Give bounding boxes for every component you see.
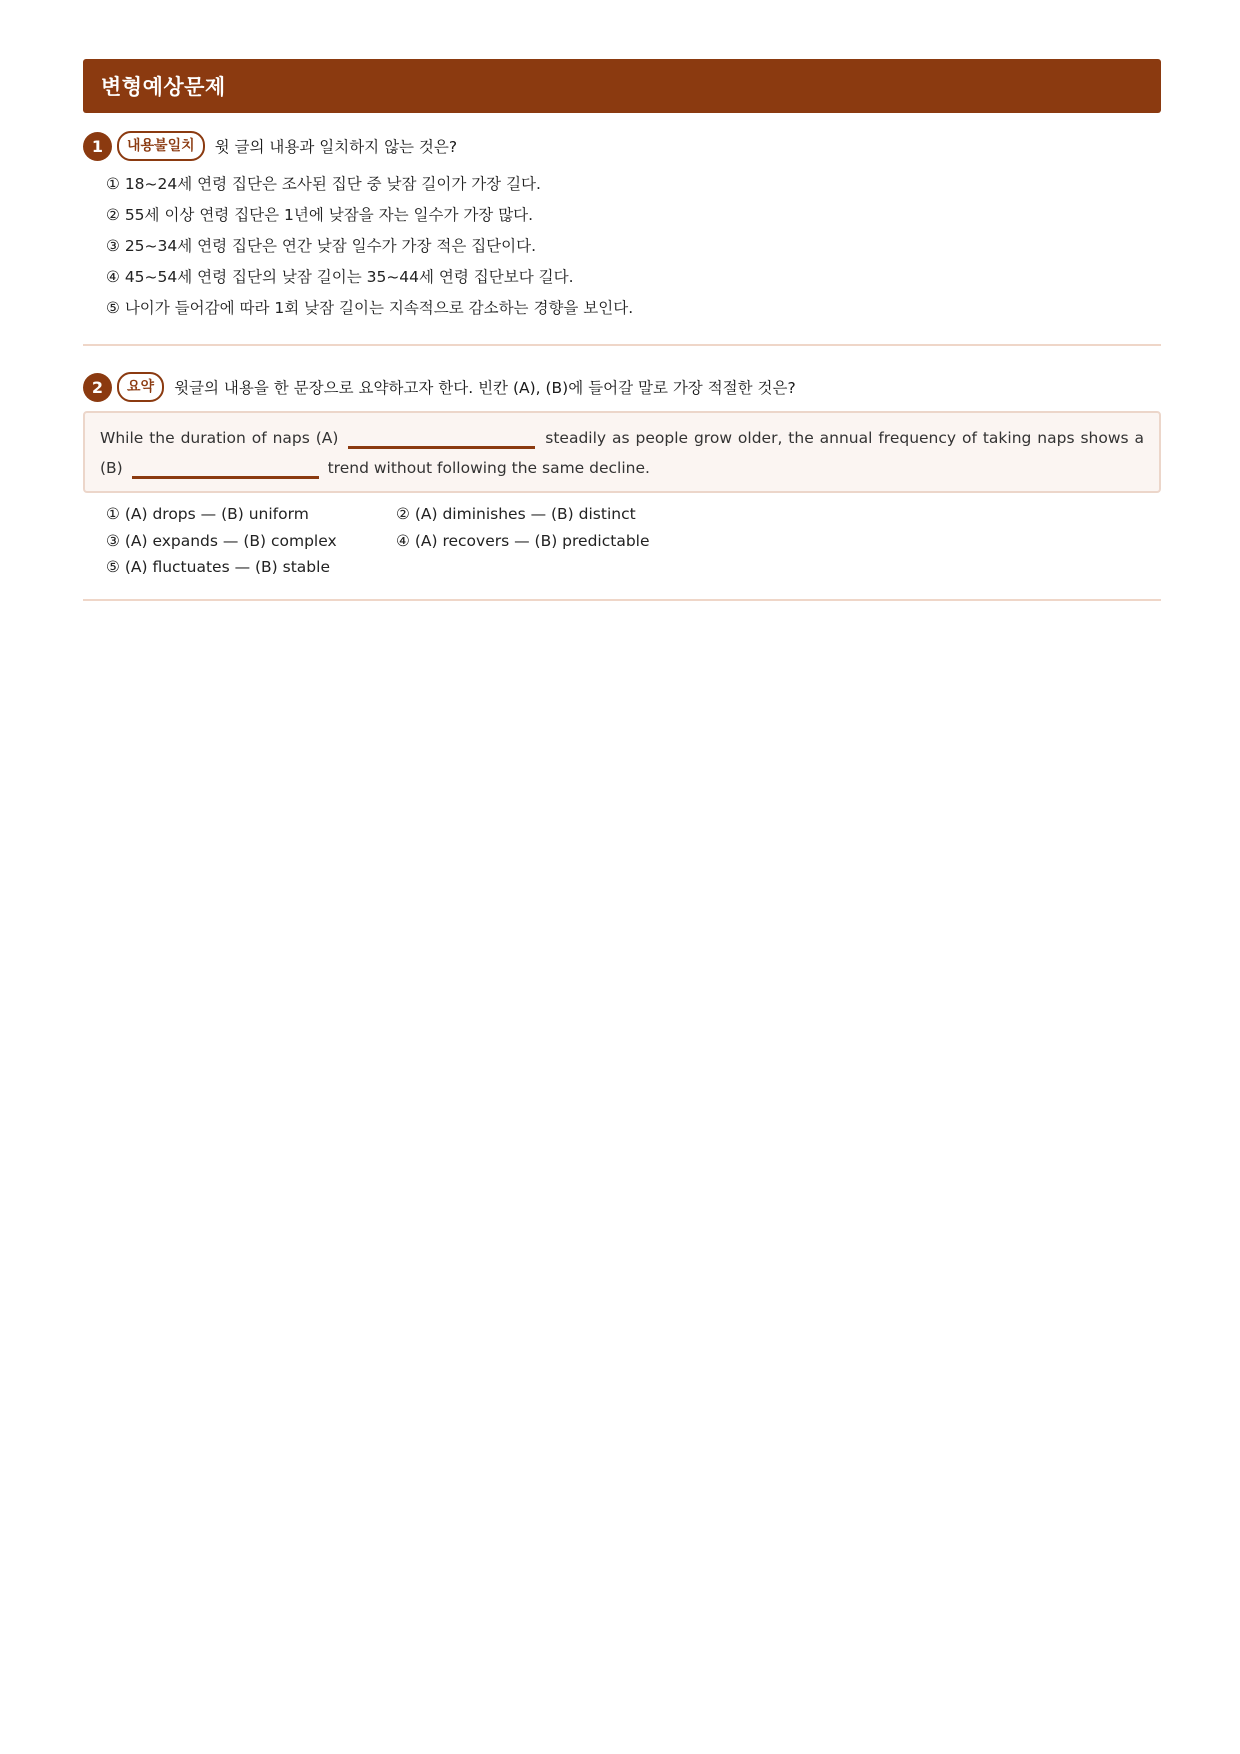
question-number-badge: 1	[83, 132, 112, 161]
worksheet-page	[83, 59, 1161, 601]
answer-option-4[interactable]: ④ 45~54세 연령 집단의 낮잠 길이는 35~44세 연령 집단보다 길다.	[106, 268, 574, 286]
question-divider	[83, 599, 1161, 601]
question-prompt: 윗글의 내용을 한 문장으로 요약하고자 한다. 빈칸 (A), (B)에 들어갈 말로 가장 적절한 것은?	[174, 379, 796, 397]
summary-text-part-1: While the duration of naps (A)	[100, 429, 339, 447]
answer-option-1[interactable]: ① (A) drops — (B) uniform	[106, 505, 309, 523]
question-header	[83, 370, 1161, 404]
answer-option-2[interactable]: ② 55세 이상 연령 집단은 1년에 낮잠을 자는 일수가 가장 많다.	[106, 206, 534, 224]
summary-text-part-2: steadily as people grow older, the annual frequency of taking naps shows a (B)	[100, 429, 1145, 477]
question-divider	[83, 344, 1161, 346]
answer-options	[106, 169, 1161, 324]
section-title: 변형예상문제	[101, 75, 226, 99]
answer-option-4[interactable]: ④ (A) recovers — (B) predictable	[396, 531, 650, 550]
answer-option-3[interactable]: ③ (A) expands — (B) complex	[106, 531, 337, 550]
question-1	[83, 129, 1161, 324]
question-type-tag: 내용불일치	[117, 131, 205, 161]
answer-option-3[interactable]: ③ 25~34세 연령 집단은 연간 낮잠 일수가 가장 적은 집단이다.	[106, 237, 537, 255]
question-type-tag: 요약	[117, 372, 164, 402]
summary-sentence-box	[83, 411, 1161, 493]
answer-options	[106, 501, 1161, 581]
blank-a	[348, 426, 535, 449]
answer-option-5[interactable]: ⑤ 나이가 들어감에 따라 1회 낮잠 길이는 지속적으로 감소하는 경향을 보인다.	[106, 299, 634, 317]
summary-text-part-3: trend without following the same decline.	[327, 459, 650, 477]
answer-option-1[interactable]: ① 18~24세 연령 집단은 조사된 집단 중 낮잠 길이가 가장 길다.	[106, 175, 541, 193]
answer-option-5[interactable]: ⑤ (A) fluctuates — (B) stable	[106, 558, 330, 576]
question-header	[83, 129, 1161, 163]
question-prompt: 윗 글의 내용과 일치하지 않는 것은?	[214, 138, 458, 156]
question-2	[83, 370, 1161, 581]
question-number-badge: 2	[83, 373, 112, 402]
section-banner	[83, 59, 1161, 113]
answer-option-2[interactable]: ② (A) diminishes — (B) distinct	[396, 505, 636, 523]
blank-b	[132, 456, 319, 479]
